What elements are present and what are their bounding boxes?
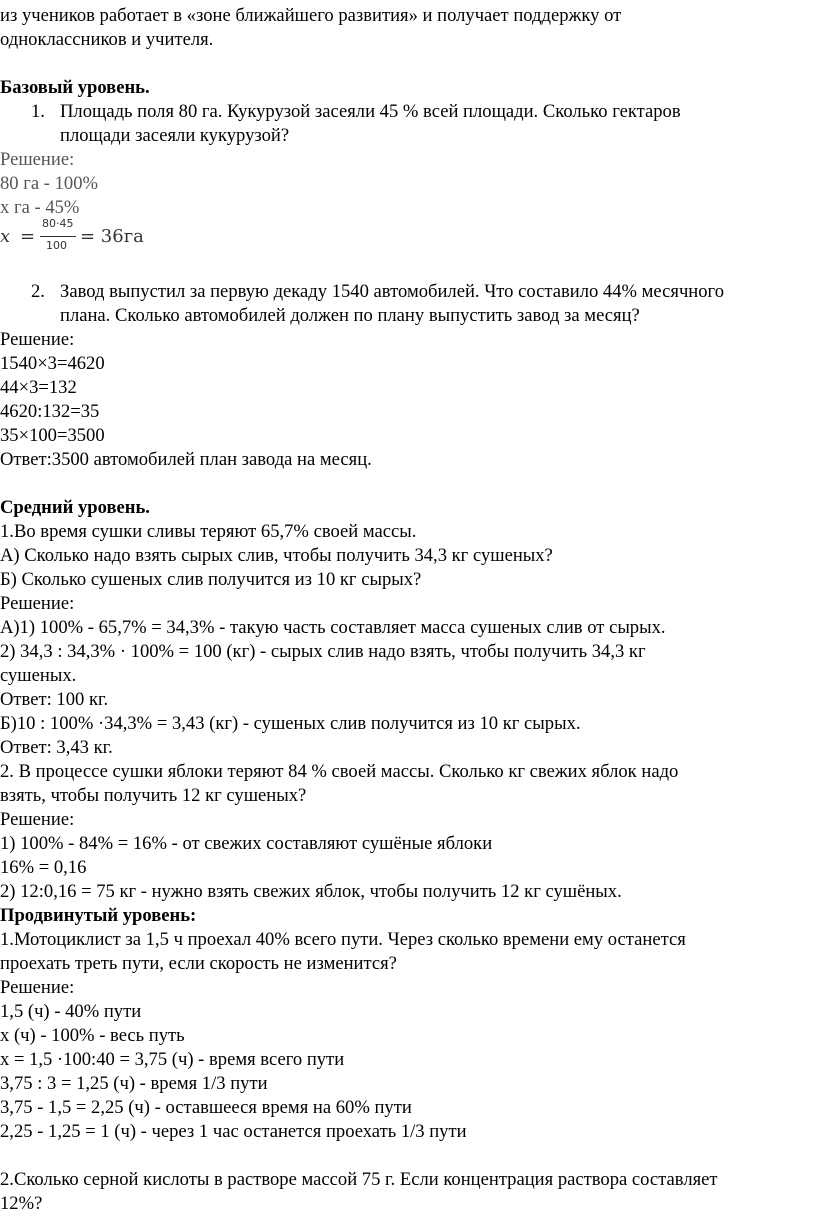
- task2-solution-line-2: 44×3=132: [0, 377, 77, 398]
- advanced-line-5: х (ч) - 100% - весь путь: [0, 1025, 185, 1046]
- heading-basic: Базовый уровень.: [0, 77, 150, 98]
- middle-line-8: Ответ: 100 кг.: [0, 689, 109, 710]
- middle-line-14: 1) 100% - 84% = 16% - от свежих составляют сушёные яблоки: [0, 833, 493, 854]
- heading-advanced: Продвинутый уровень:: [0, 905, 197, 926]
- formula-equals: =: [20, 226, 36, 247]
- middle-line-13: Решение:: [0, 809, 75, 830]
- formula-numerator: 80·45: [42, 217, 74, 230]
- middle-line-16: 2) 12:0,16 = 75 кг - нужно взять свежих яблок, чтобы получить 12 кг сушёных.: [0, 881, 622, 902]
- middle-line-6: 2) 34,3 : 34,3% · 100% = 100 (кг) - сырых слив надо взять, чтобы получить 34,3 кг: [0, 641, 646, 662]
- task2-solution-line-4: 35×100=3500: [0, 425, 105, 446]
- task1-line-2: площади засеяли кукурузой?: [60, 125, 290, 146]
- task2-number: 2.: [31, 281, 45, 302]
- middle-line-3: Б) Сколько сушеных слив получится из 10 кг сырых?: [0, 569, 422, 590]
- middle-line-2: А) Сколько надо взять сырых слив, чтобы получить 34,3 кг сушеных?: [0, 545, 553, 566]
- advanced-line-8: 3,75 - 1,5 = 2,25 (ч) - оставшееся время на 60% пути: [0, 1097, 412, 1118]
- middle-line-12: взять, чтобы получить 12 кг сушеных?: [0, 785, 307, 806]
- middle-line-9: Б)10 : 100% ·34,3% = 3,43 (кг) - сушеных слив получится из 10 кг сырых.: [0, 713, 581, 734]
- middle-line-7: сушеных.: [0, 665, 77, 686]
- intro-line-1: из учеников работает в «зоне ближайшего развития» и получает поддержку от: [0, 5, 622, 26]
- middle-line-4: Решение:: [0, 593, 75, 614]
- advanced-line-7: 3,75 : 3 = 1,25 (ч) - время 1/3 пути: [0, 1073, 268, 1094]
- advanced-line-4: 1,5 (ч) - 40% пути: [0, 1001, 142, 1022]
- task2-line-2: плана. Сколько автомобилей должен по плану выпустить завод за месяц?: [60, 305, 640, 326]
- advanced-line-9: 2,25 - 1,25 = 1 (ч) - через 1 час останется проехать 1/3 пути: [0, 1121, 467, 1142]
- advanced-task2-line-1: 2.Сколько серной кислоты в растворе массой 75 г. Если концентрация раствора составляет: [0, 1169, 718, 1190]
- middle-line-5: А)1) 100% - 65,7% = 34,3% - такую часть составляет масса сушеных слив от сырых.: [0, 617, 666, 638]
- task2-solution-line-3: 4620:132=35: [0, 401, 100, 422]
- formula-result: = 36га: [80, 226, 144, 247]
- advanced-line-2: проехать треть пути, если скорость не изменится?: [0, 953, 397, 974]
- task2-solution-label: Решение:: [0, 329, 75, 350]
- heading-middle: Средний уровень.: [0, 497, 150, 518]
- task2-line-1: Завод выпустил за первую декаду 1540 автомобилей. Что составило 44% месячного: [60, 281, 725, 302]
- task1-number: 1.: [31, 101, 45, 122]
- task1-solution-line-1: 80 га - 100%: [0, 173, 98, 194]
- middle-line-11: 2. В процессе сушки яблоки теряют 84 % своей массы. Сколько кг свежих яблок надо: [0, 761, 679, 782]
- advanced-line-6: х = 1,5 ·100:40 = 3,75 (ч) - время всего пути: [0, 1049, 345, 1070]
- advanced-line-3: Решение:: [0, 977, 75, 998]
- task1-solution-label: Решение:: [0, 149, 75, 170]
- middle-line-15: 16% = 0,16: [0, 857, 87, 878]
- task1-formula: [0, 216, 200, 256]
- middle-line-1: 1.Во время сушки сливы теряют 65,7% своей массы.: [0, 521, 417, 542]
- intro-line-2: одноклассников и учителя.: [0, 29, 214, 50]
- task2-solution-line-1: 1540×3=4620: [0, 353, 105, 374]
- formula-denominator: 100: [46, 239, 67, 252]
- formula-variable: x: [0, 226, 11, 247]
- task1-solution-line-2: х га - 45%: [0, 197, 80, 218]
- task1-line-1: Площадь поля 80 га. Кукурузой засеяли 45 % всей площади. Сколько гектаров: [60, 101, 681, 122]
- task2-answer: Ответ:3500 автомобилей план завода на месяц.: [0, 449, 372, 470]
- formula-fraction-bar: [40, 236, 76, 237]
- advanced-task2-line-2: 12%?: [0, 1193, 43, 1214]
- middle-line-10: Ответ: 3,43 кг.: [0, 737, 113, 758]
- advanced-line-1: 1.Мотоциклист за 1,5 ч проехал 40% всего пути. Через сколько времени ему останется: [0, 929, 686, 950]
